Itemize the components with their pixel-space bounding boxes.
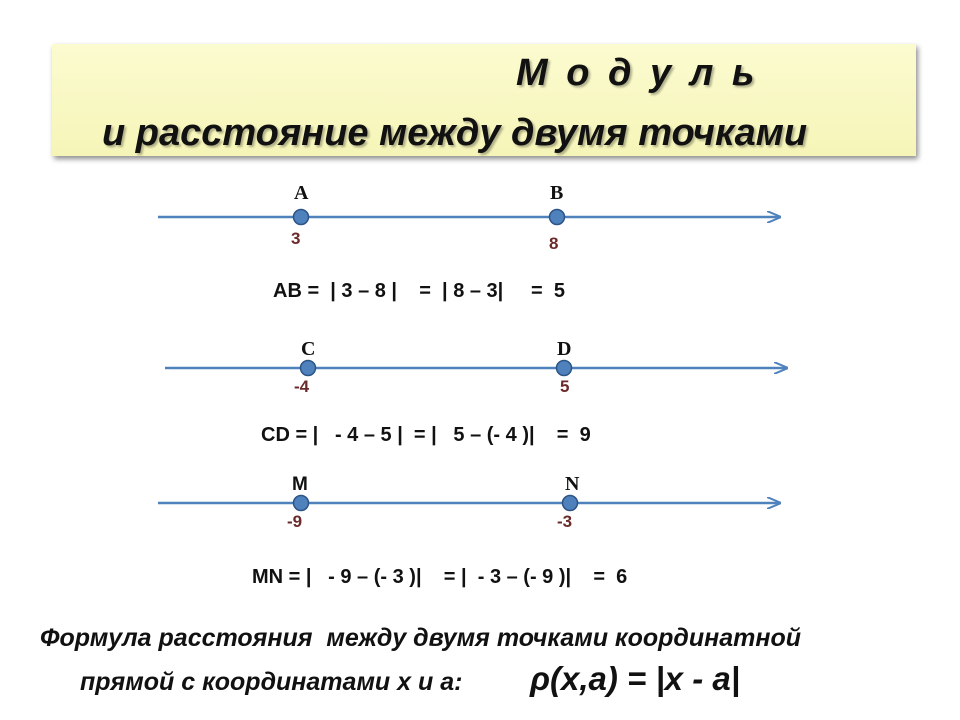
point-d-label: D	[557, 338, 572, 360]
number-line-cd	[165, 361, 787, 376]
title-subheading: и расстояние между двумя точками	[102, 112, 808, 154]
point-n	[563, 496, 578, 511]
point-m-label: M	[292, 474, 308, 495]
formula-mn: MN = | - 9 – (- 3 )| = | - 3 – (- 9 )| = 6	[252, 566, 628, 588]
distance-formula: ρ(х,а) = |х - а|	[530, 660, 740, 697]
footer-text-line2: прямой с координатами х и а:	[80, 668, 463, 696]
formula-cd: CD = | - 4 – 5 | = | 5 – (- 4 )| = 9	[261, 424, 591, 446]
point-a	[294, 210, 309, 225]
number-line-mn	[158, 496, 780, 511]
point-n-label: N	[565, 473, 580, 495]
point-m	[294, 496, 309, 511]
point-a-label: A	[294, 182, 309, 204]
point-d-coord: 5	[560, 377, 570, 396]
point-b-coord: 8	[549, 234, 559, 253]
point-c-coord: -4	[294, 377, 310, 396]
point-c	[301, 361, 316, 376]
number-line-ab	[158, 210, 780, 225]
footer-text-line1: Формула расстояния между двумя точками координатной	[40, 624, 802, 652]
point-d	[557, 361, 572, 376]
point-n-coord: -3	[557, 512, 573, 531]
formula-ab: AB = | 3 – 8 | = | 8 – 3| = 5	[273, 280, 565, 302]
point-b-label: B	[550, 182, 564, 204]
point-c-label: C	[301, 338, 316, 360]
point-m-coord: -9	[287, 512, 303, 531]
point-a-coord: 3	[291, 229, 301, 248]
point-b	[550, 210, 565, 225]
title-heading: М о д у л ь	[516, 52, 759, 94]
